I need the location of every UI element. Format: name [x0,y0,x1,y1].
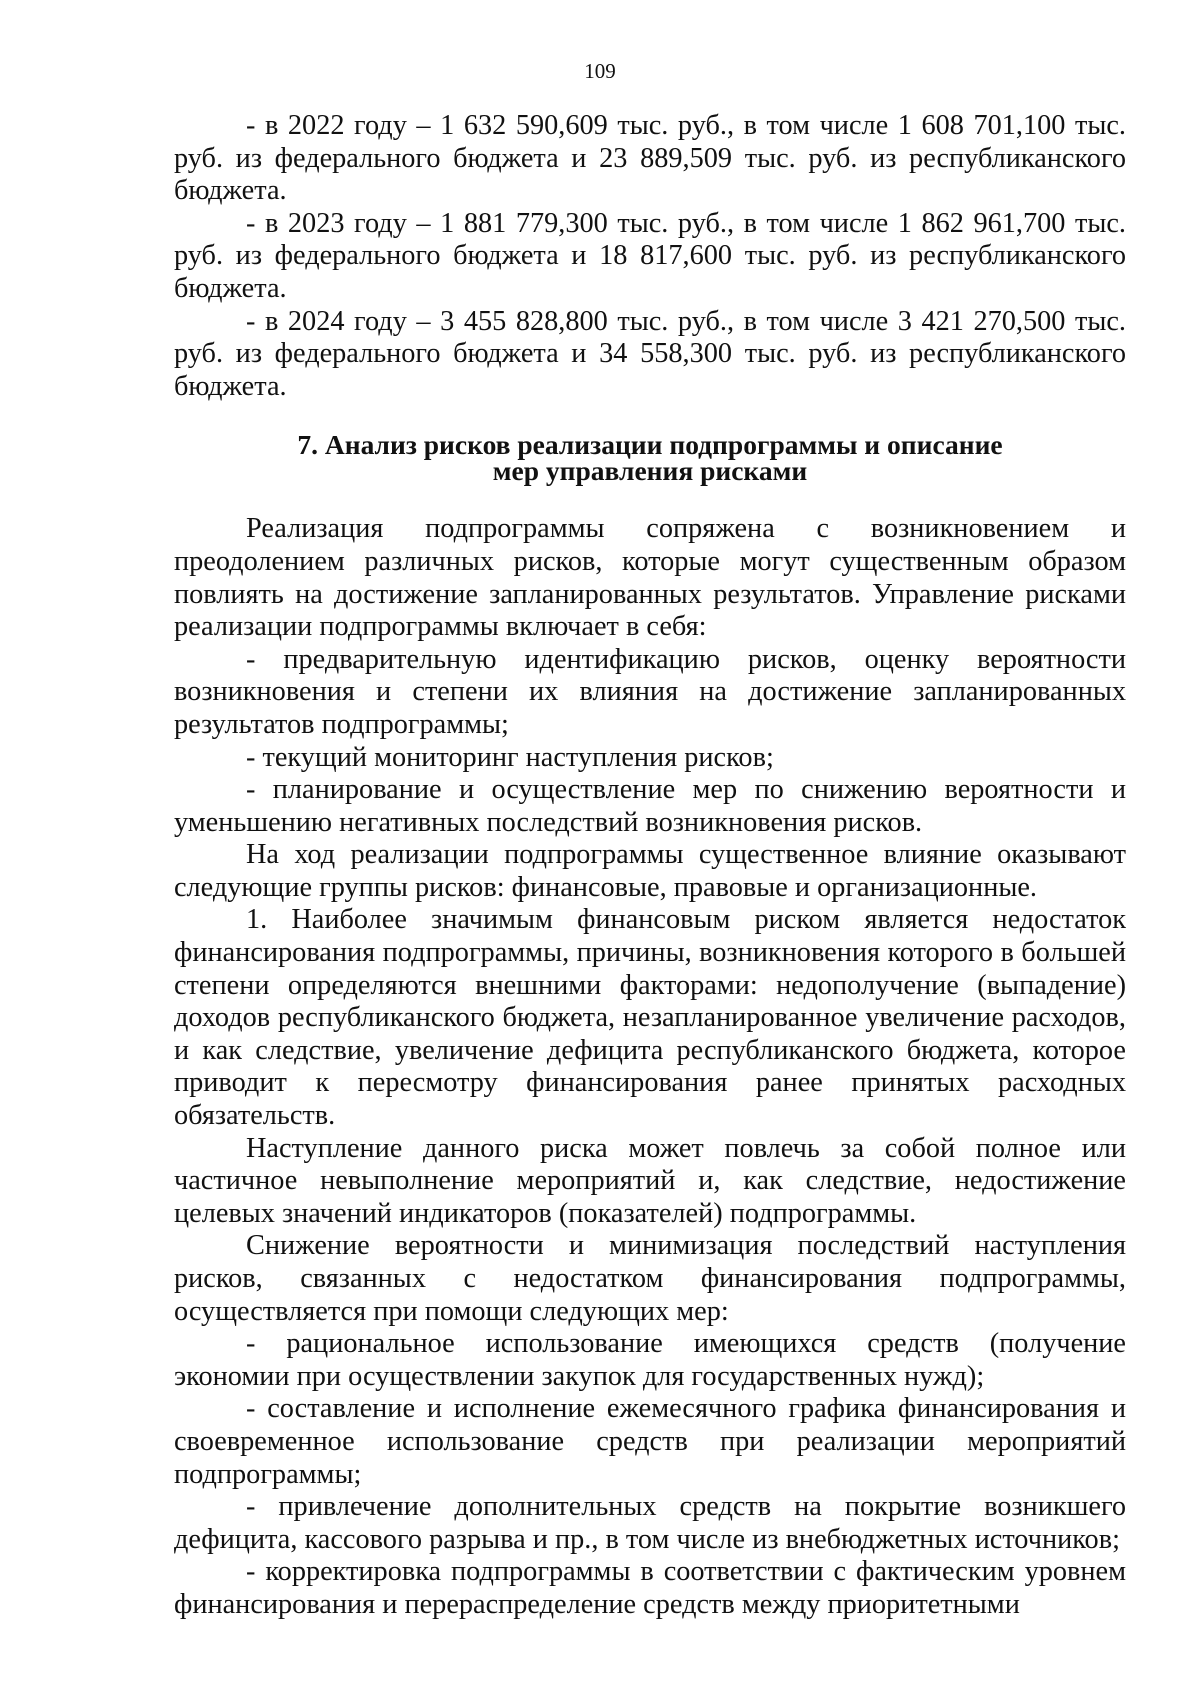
page-number: 109 [584,59,616,83]
list-item-program-adjustment: - корректировка подпрограммы в соответствии с фактическим уровнем финансирования и перераспределение средств между приоритетными [174,1556,1126,1620]
paragraph-financial-risk: 1. Наиболее значимым финансовым риском является недостаток финансирования подпрограммы, причины, возникновения которого в большей степени определяются внешними факторами: недополучение (выпадение) доходов республиканского бюджета, незапланированное увеличение расходов, и как следствие, увеличение дефицита республиканского бюджета, которое приводит к пересмотру финансирования ранее принятых расходных обязательств. [174,904,1126,1132]
budget-item-2022: - в 2022 году – 1 632 590,609 тыс. руб., в том числе 1 608 701,100 тыс. руб. из федерального бюджета и 23 889,509 тыс. руб. из республиканского бюджета. [174,110,1126,207]
list-item-monthly-schedule: - составление и исполнение ежемесячного графика финансирования и своевременное использование средств при реализации мероприятий подпрограммы; [174,1393,1126,1490]
list-item-risk-monitoring: - текущий мониторинг наступления рисков; [246,741,774,773]
paragraph-risk-measures: Снижение вероятности и минимизация последствий наступления рисков, связанных с недостатком финансирования подпрограммы, осуществляется при помощи следующих мер: [174,1230,1126,1327]
list-item-additional-funds: - привлечение дополнительных средств на покрытие возникшего дефицита, кассового разрыва и пр., в том числе из внебюджетных источников; [174,1491,1126,1555]
list-item-rational-use: - рациональное использование имеющихся средств (получение экономии при осуществлении закупок для государственных нужд); [174,1328,1126,1392]
section-heading-line-1: 7. Анализ рисков реализации подпрограммы и описание [297,429,1003,461]
budget-item-2023: - в 2023 году – 1 881 779,300 тыс. руб., в том числе 1 862 961,700 тыс. руб. из федерального бюджета и 18 817,600 тыс. руб. из республиканского бюджета. [174,207,1126,304]
page-content [174,110,1126,1622]
paragraph-risk-groups: На ход реализации подпрограммы существенное влияние оказывают следующие группы рисков: финансовые, правовые и организационные. [174,839,1126,903]
section-heading [174,429,1126,487]
paragraph-intro: Реализация подпрограммы сопряжена с возникновением и преодолением различных рисков, которые могут существенным образом повлиять на достижение запланированных результатов. Управление рисками реализации подпрограммы включает в себя: [174,513,1126,643]
list-item-risk-mitigation: - планирование и осуществление мер по снижению вероятности и уменьшению негативных последствий возникновения рисков. [174,774,1126,838]
budget-item-2024: - в 2024 году – 3 455 828,800 тыс. руб., в том числе 3 421 270,500 тыс. руб. из федерального бюджета и 34 558,300 тыс. руб. из республиканского бюджета. [174,305,1126,402]
paragraph-risk-consequences: Наступление данного риска может повлечь за собой полное или частичное невыполнение мероприятий и, как следствие, недостижение целевых значений индикаторов (показателей) подпрограммы. [174,1132,1126,1229]
section-heading-line-2: мер управления рисками [492,455,808,487]
list-item-risk-identification: - предварительную идентификацию рисков, оценку вероятности возникновения и степени их влияния на достижение запланированных результатов подпрограммы; [174,643,1126,740]
